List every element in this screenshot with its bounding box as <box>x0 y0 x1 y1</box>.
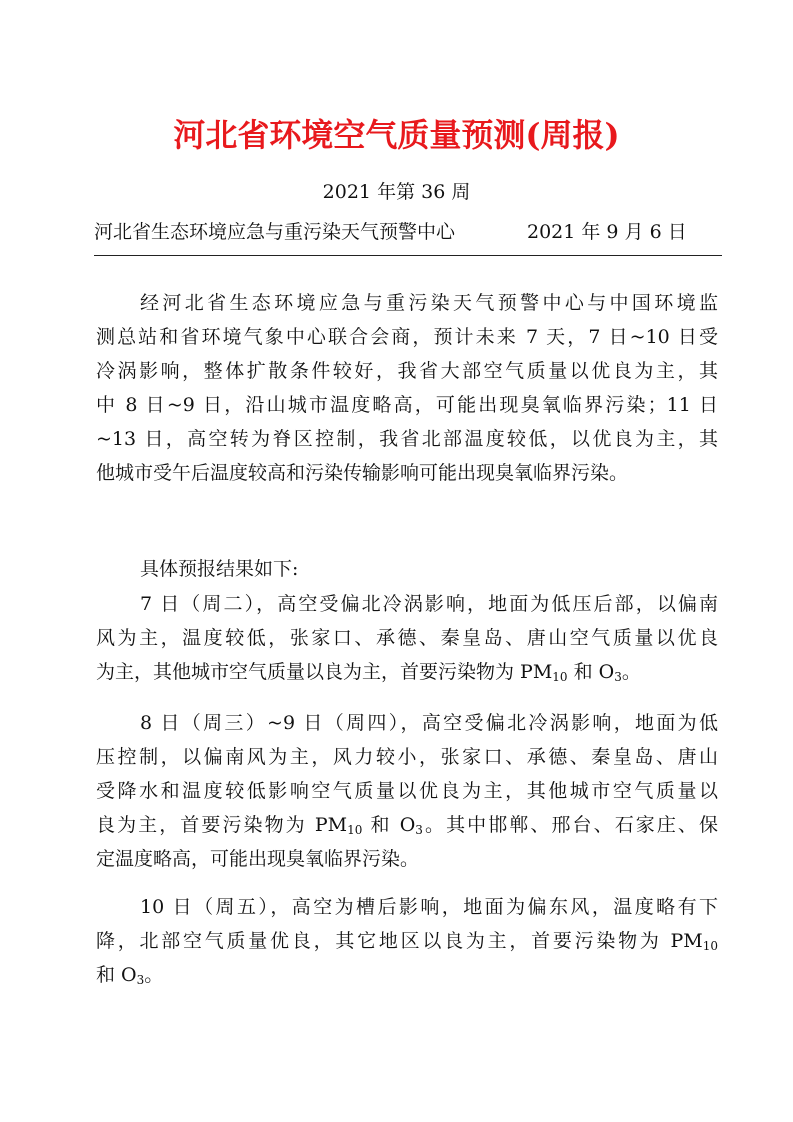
forecast-line: 定温度略高，可能出现臭氧临界污染。 <box>96 848 420 870</box>
pm-subscript: 10 <box>552 670 568 684</box>
forecast-text: 。 <box>144 964 164 986</box>
forecast-text: 和 O <box>96 964 137 986</box>
forecast-intro-text: 具体预报结果如下: <box>140 558 299 580</box>
forecast-text: 为主，其他城市空气质量以良为主，首要污染物为 PM <box>96 661 553 683</box>
forecast-text: 和 O <box>567 661 615 683</box>
forecast-intro <box>96 552 718 586</box>
forecast-line: 风为主，温度较低，张家口、承德、秦皇岛、唐山空气质量以优良 <box>96 627 718 649</box>
pm-subscript: 10 <box>347 823 363 837</box>
report-title: 河北省环境空气质量预测(周报) <box>173 116 620 154</box>
summary-line: ~13 日，高空转为脊区控制，我省北部温度较低，以优良为主，其 <box>96 428 718 450</box>
forecast-day8-9 <box>96 706 718 876</box>
summary-line: 冷涡影响，整体扩散条件较好，我省大部空气质量以优良为主，其 <box>96 360 718 382</box>
summary-line: 中 8 日~9 日，沿山城市温度略高，可能出现臭氧临界污染；11 日 <box>96 394 718 416</box>
forecast-text: 良为主，首要污染物为 PM <box>96 814 348 836</box>
forecast-text: 。其中邯郸、邢台、石家庄、保 <box>422 814 719 836</box>
forecast-text: 降，北部空气质量优良，其它地区以良为主，首要污染物为 PM <box>96 930 703 952</box>
forecast-line <box>96 958 718 992</box>
forecast-day7 <box>96 587 718 689</box>
forecast-line <box>96 924 718 958</box>
forecast-line <box>96 808 718 842</box>
forecast-line: 8 日（周三）~9 日（周四），高空受偏北冷涡影响，地面为低 <box>140 712 718 734</box>
issue-number: 2021 年第 36 周 <box>322 181 471 203</box>
forecast-line: 压控制，以偏南风为主，风力较小，张家口、承德、秦皇岛、唐山 <box>96 746 718 768</box>
summary-paragraph <box>96 286 718 490</box>
forecast-day10 <box>96 890 718 992</box>
forecast-text: 。 <box>621 661 641 683</box>
ozone-subscript: 3 <box>136 973 145 987</box>
ozone-subscript: 3 <box>415 823 423 837</box>
forecast-line: 受降水和温度较低影响空气质量以优良为主，其他城市空气质量以 <box>96 780 718 802</box>
forecast-line: 10 日（周五），高空为槽后影响，地面为偏东风，温度略有下 <box>140 896 718 918</box>
forecast-text: 和 O <box>362 814 416 836</box>
header-divider <box>94 255 722 256</box>
forecast-line: 7 日（周二），高空受偏北冷涡影响，地面为低压后部，以偏南 <box>140 593 718 615</box>
issue-date: 2021 年 9 月 6 日 <box>527 221 687 243</box>
pm-subscript: 10 <box>702 939 718 953</box>
summary-line: 测总站和省环境气象中心联合会商，预计未来 7 天，7 日~10 日受 <box>96 326 718 348</box>
summary-line: 他城市受午后温度较高和污染传输影响可能出现臭氧临界污染。 <box>96 462 629 484</box>
issuing-organization: 河北省生态环境应急与重污染天气预警中心 <box>94 221 456 243</box>
summary-line: 经河北省生态环境应急与重污染天气预警中心与中国环境监 <box>140 292 718 314</box>
forecast-line <box>96 655 718 689</box>
ozone-subscript: 3 <box>614 670 622 684</box>
